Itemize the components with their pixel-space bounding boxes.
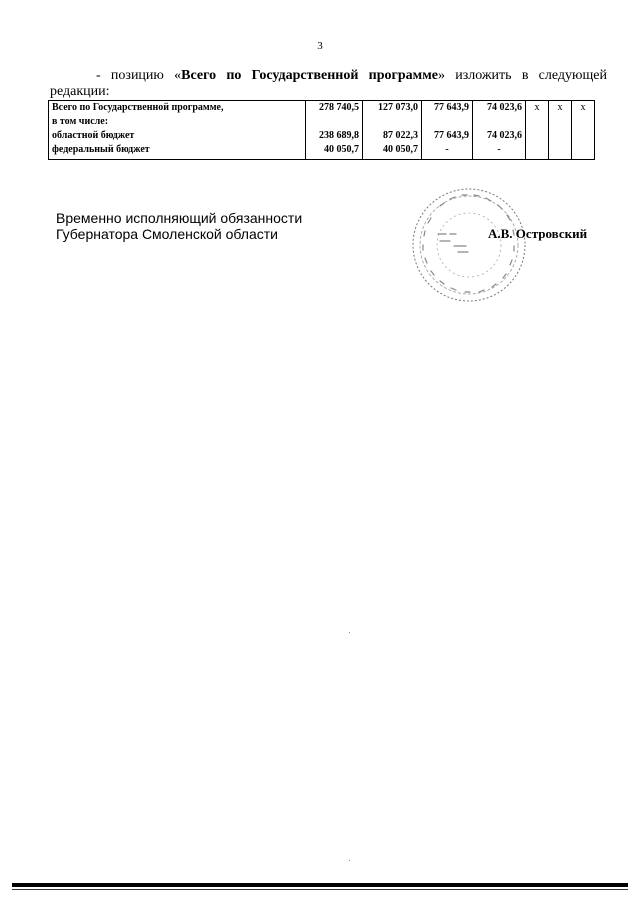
cell-year1 (363, 115, 422, 129)
cell-x1 (526, 143, 549, 160)
cell-x3 (572, 129, 595, 143)
cell-total (306, 115, 363, 129)
intro-last-line: редакции: (50, 84, 110, 99)
cell-x1 (526, 129, 549, 143)
program-table (48, 100, 595, 160)
cell-year2 (422, 115, 473, 129)
signatory-title (56, 210, 302, 242)
cell-year1: 127 073,0 (363, 101, 422, 116)
cell-year3: - (473, 143, 526, 160)
bottom-border-line (12, 889, 628, 890)
cell-year2: 77 643,9 (422, 129, 473, 143)
cell-year3: 74 023,6 (473, 101, 526, 116)
table-row (49, 115, 595, 129)
signatory-name: А.В. Островский (488, 226, 588, 241)
scan-speck (349, 632, 350, 633)
signatory-title-line1: Временно исполняющий обязанности (56, 210, 303, 226)
cell-year3: 74 023,6 (473, 129, 526, 143)
row-label: областной бюджет (49, 129, 306, 143)
intro-paragraph (50, 68, 607, 83)
official-seal-icon (410, 186, 528, 304)
scan-speck (349, 860, 350, 861)
row-label: федеральный бюджет (49, 143, 306, 160)
intro-suffix: » изложить в следующей (437, 68, 607, 83)
cell-x3 (572, 115, 595, 129)
cell-year3 (473, 115, 526, 129)
cell-year1: 87 022,3 (363, 129, 422, 143)
bottom-border-line (12, 883, 628, 887)
cell-x2 (549, 129, 572, 143)
table-row (49, 129, 595, 143)
intro-prefix: - позицию « (96, 68, 182, 83)
cell-x3: х (572, 101, 595, 116)
row-label: Всего по Государственной программе, (49, 101, 306, 116)
cell-total: 40 050,7 (306, 143, 363, 160)
cell-x1 (526, 115, 549, 129)
cell-total: 278 740,5 (306, 101, 363, 116)
cell-x3 (572, 143, 595, 160)
cell-year1: 40 050,7 (363, 143, 422, 160)
cell-x2 (549, 115, 572, 129)
intro-bold: Всего по Государственной программе (181, 68, 438, 83)
cell-year2: - (422, 143, 473, 160)
signatory-title-line2: Губернатора Смоленской области (56, 226, 278, 242)
cell-total: 238 689,8 (306, 129, 363, 143)
cell-year2: 77 643,9 (422, 101, 473, 116)
row-label: в том числе: (49, 115, 306, 129)
cell-x1: х (526, 101, 549, 116)
cell-x2 (549, 143, 572, 160)
table-row (49, 143, 595, 160)
cell-x2: х (549, 101, 572, 116)
page-number: 3 (317, 40, 323, 52)
table-row (49, 101, 595, 116)
